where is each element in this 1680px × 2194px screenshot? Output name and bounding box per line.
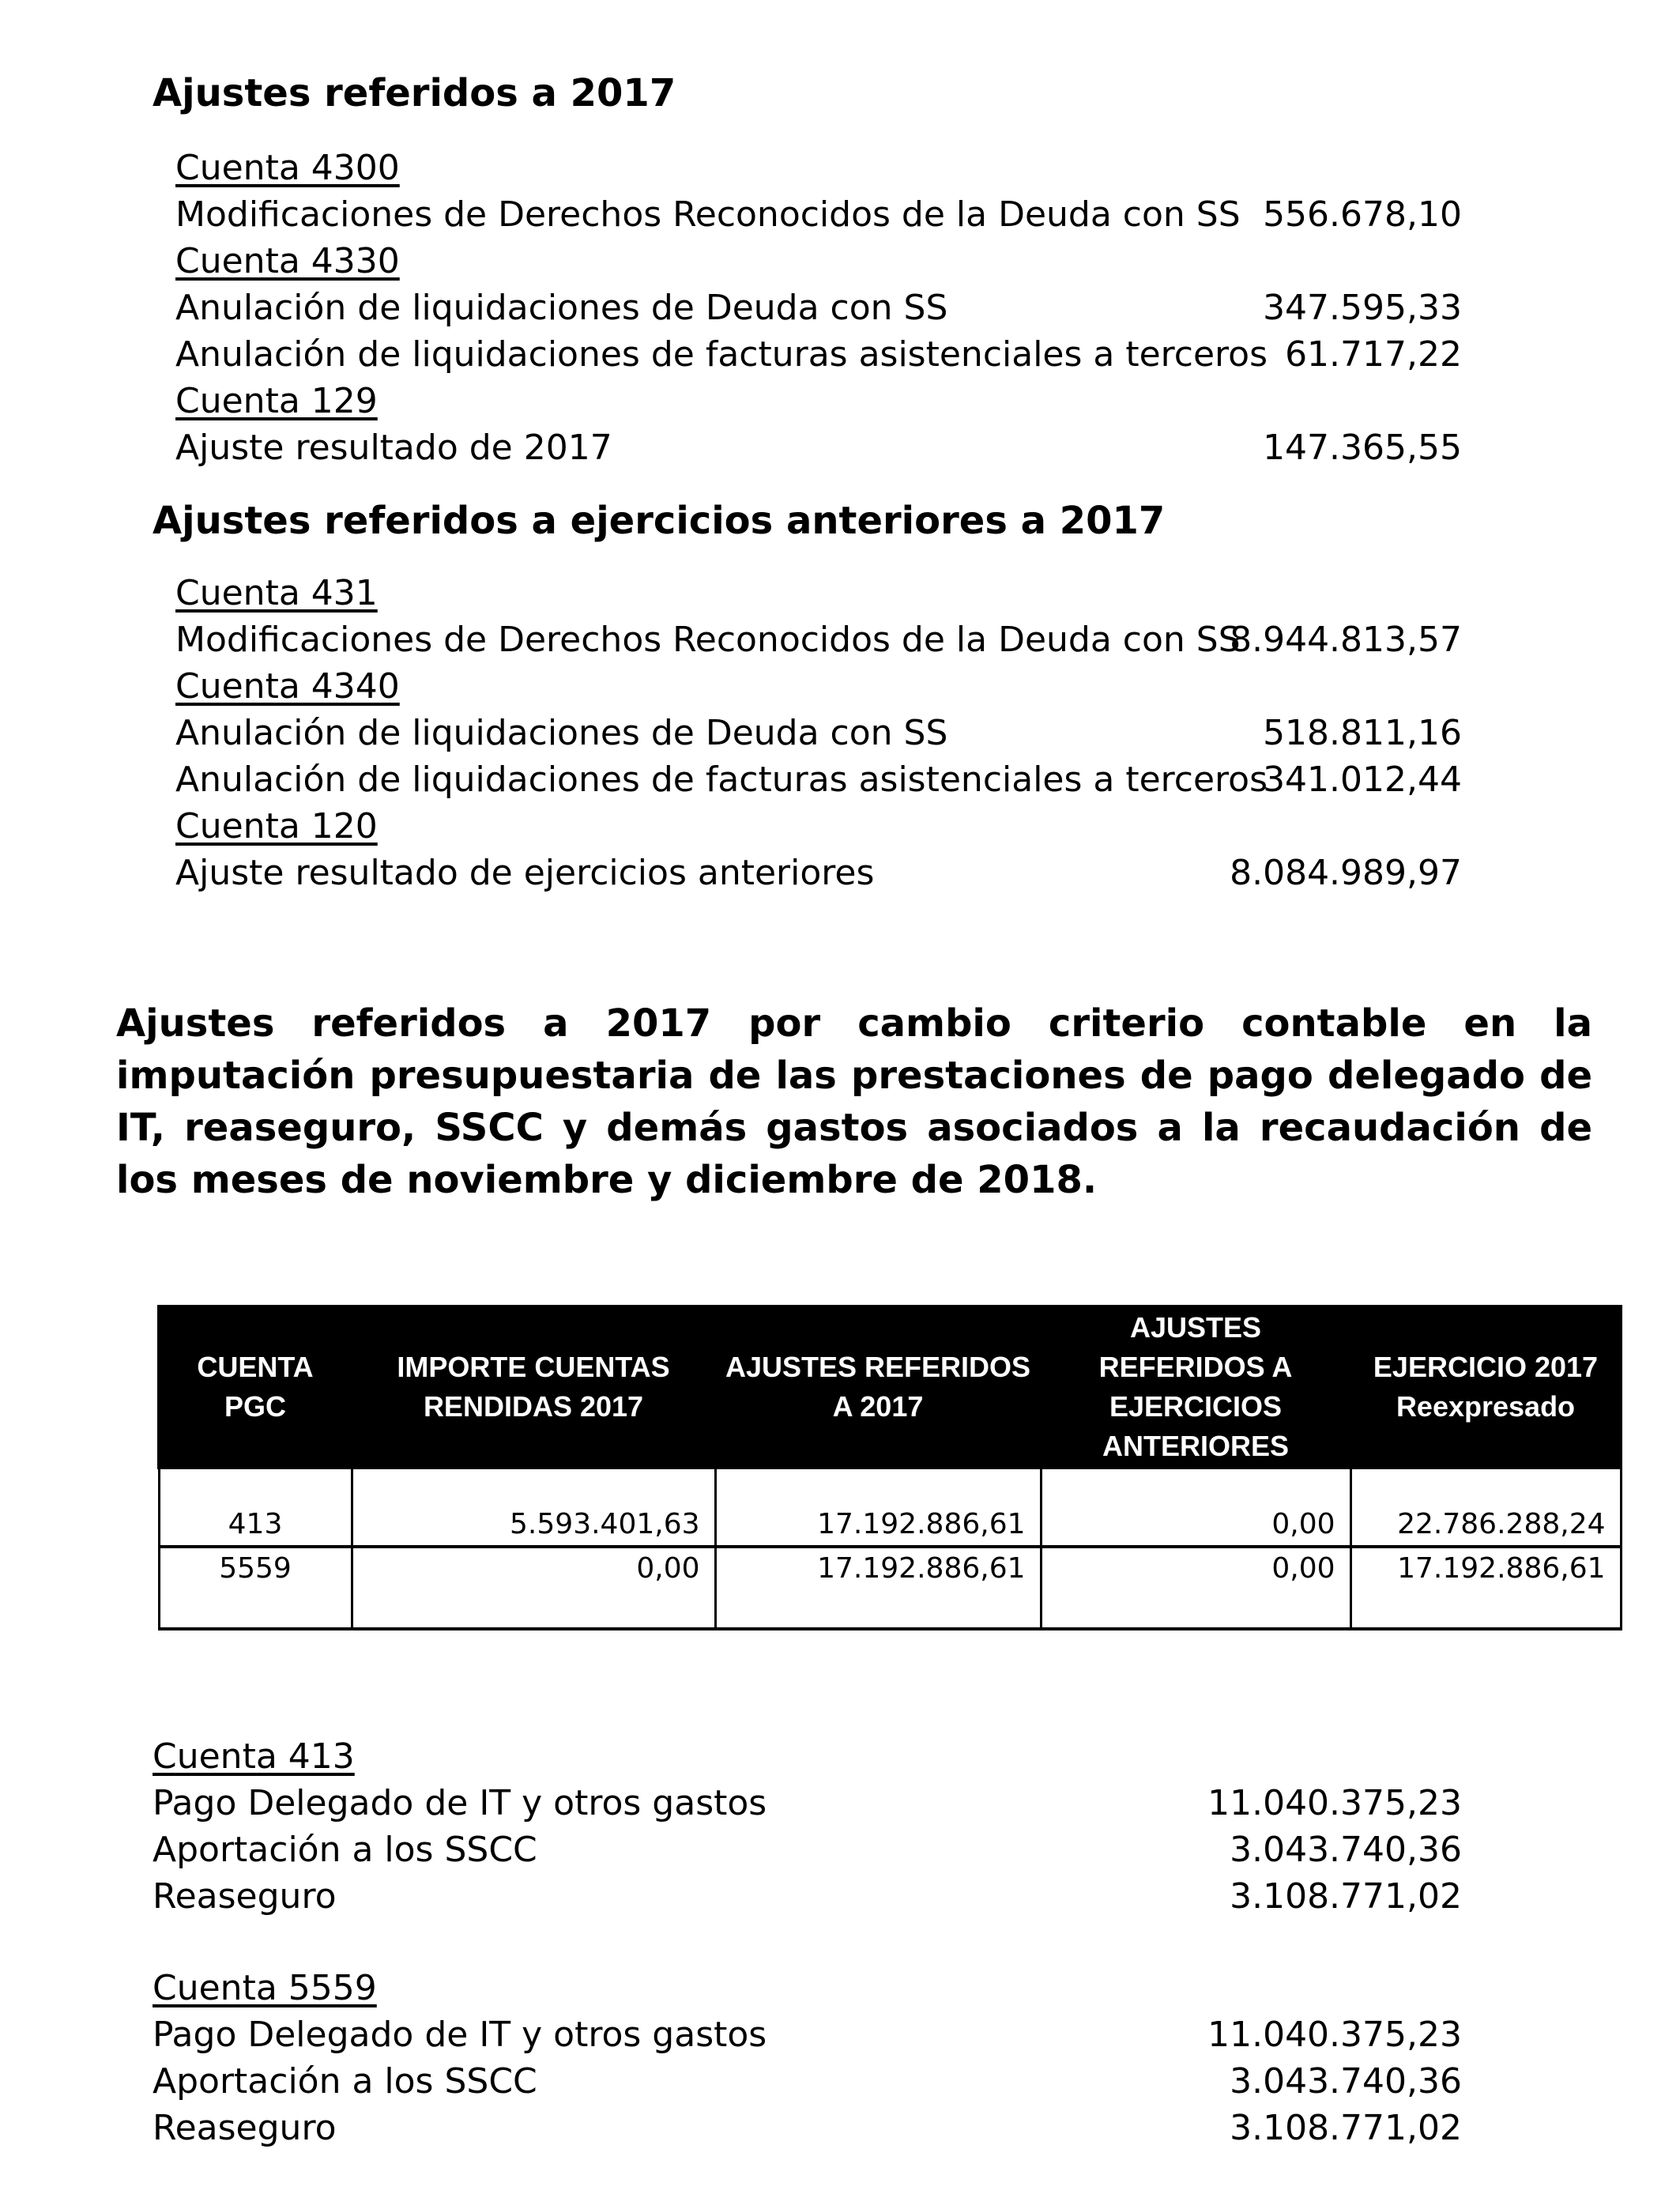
section-2017-list <box>175 145 1462 471</box>
amount: 518.811,16 <box>1263 713 1462 753</box>
breakdown-row: Pago Delegado de IT y otros gastos 11.040.375,23 <box>153 2011 1462 2058</box>
adjustment-row: Modificaciones de Derechos Reconocidos de la Deuda con SS 8.944.813,57 <box>175 616 1462 663</box>
account-heading: Cuenta 5559 <box>153 1968 377 2008</box>
adjustment-row: Anulación de liquidaciones de Deuda con SS 518.811,16 <box>175 710 1462 756</box>
table-cell: 5.593.401,63 <box>352 1468 715 1547</box>
account-413-breakdown <box>153 1733 1462 1920</box>
account-heading: Cuenta 431 <box>175 573 378 613</box>
account-heading: Cuenta 129 <box>175 381 378 421</box>
breakdown-row: Reaseguro 3.108.771,02 <box>153 2105 1462 2151</box>
header-cuenta-pgc: CUENTA PGC <box>159 1306 352 1468</box>
header-ajustes-2017: AJUSTES REFERIDOS A 2017 <box>715 1306 1041 1468</box>
header-ajustes-anteriores: AJUSTES REFERIDOS A EJERCICIOS ANTERIORES <box>1041 1306 1350 1468</box>
breakdown-row: Aportación a los SSCC 3.043.740,36 <box>153 1826 1462 1873</box>
section-title-2017: Ajustes referidos a 2017 <box>153 71 676 115</box>
amount: 8.944.813,57 <box>1230 620 1462 660</box>
amount: 556.678,10 <box>1263 194 1462 235</box>
amount: 8.084.989,97 <box>1230 853 1462 893</box>
criteria-change-paragraph: Ajustes referidos a 2017 por cambio criterio contable en la imputación presupuestaria de las prestaciones de pago delegado de IT, reaseguro, SSCC y demás gastos asociados a la recaudación de los meses de noviembre y diciembre de 2018. <box>116 1001 1592 1202</box>
section-prior-years-list <box>175 570 1462 896</box>
account-5559-breakdown <box>153 1965 1462 2151</box>
table-cell: 17.192.886,61 <box>715 1468 1041 1547</box>
account-heading: Cuenta 4340 <box>175 666 400 707</box>
adjustment-row: Modificaciones de Derechos Reconocidos de la Deuda con SS 556.678,10 <box>175 191 1462 238</box>
amount: 3.108.771,02 <box>1230 1876 1462 1917</box>
section-title-prior-years: Ajustes referidos a ejercicios anteriores a 2017 <box>153 499 1166 543</box>
account-heading: Cuenta 413 <box>153 1736 355 1777</box>
breakdown-row: Aportación a los SSCC 3.043.740,36 <box>153 2058 1462 2105</box>
table-cell: 17.192.886,61 <box>1350 1547 1621 1629</box>
table-cell: 0,00 <box>352 1547 715 1629</box>
amount: 3.043.740,36 <box>1230 2061 1462 2102</box>
table-cell: 5559 <box>159 1547 352 1629</box>
adjustment-row: Anulación de liquidaciones de facturas asistenciales a terceros 61.717,22 <box>175 331 1462 378</box>
amount: 11.040.375,23 <box>1207 1783 1462 1823</box>
table-row <box>159 1468 1621 1547</box>
account-heading: Cuenta 120 <box>175 806 378 846</box>
table-row <box>159 1547 1621 1629</box>
adjustment-row: Ajuste resultado de ejercicios anteriores 8.084.989,97 <box>175 850 1462 896</box>
account-heading: Cuenta 4330 <box>175 241 400 281</box>
adjustment-row: Ajuste resultado de 2017 147.365,55 <box>175 424 1462 471</box>
amount: 11.040.375,23 <box>1207 2015 1462 2055</box>
header-importe-cuentas: IMPORTE CUENTAS RENDIDAS 2017 <box>352 1306 715 1468</box>
amount: 3.108.771,02 <box>1230 2108 1462 2148</box>
adjustment-row: Anulación de liquidaciones de Deuda con SS 347.595,33 <box>175 285 1462 331</box>
table-cell: 17.192.886,61 <box>715 1547 1041 1629</box>
table-cell: 22.786.288,24 <box>1350 1468 1621 1547</box>
amount: 347.595,33 <box>1263 288 1462 328</box>
account-heading: Cuenta 4300 <box>175 148 400 188</box>
amount: 341.012,44 <box>1263 760 1462 800</box>
adjustment-row: Anulación de liquidaciones de facturas asistenciales a terceros 341.012,44 <box>175 756 1462 803</box>
adjustments-table <box>157 1305 1622 1630</box>
breakdown-row: Pago Delegado de IT y otros gastos 11.040.375,23 <box>153 1780 1462 1826</box>
amount: 61.717,22 <box>1285 334 1462 375</box>
table-cell: 0,00 <box>1041 1468 1350 1547</box>
table-cell: 413 <box>159 1468 352 1547</box>
table-cell: 0,00 <box>1041 1547 1350 1629</box>
amount: 147.365,55 <box>1263 428 1462 468</box>
header-ejercicio-reexpresado: EJERCICIO 2017 Reexpresado <box>1350 1306 1621 1468</box>
table-header-row <box>159 1306 1621 1468</box>
breakdown-row: Reaseguro 3.108.771,02 <box>153 1873 1462 1920</box>
amount: 3.043.740,36 <box>1230 1830 1462 1870</box>
